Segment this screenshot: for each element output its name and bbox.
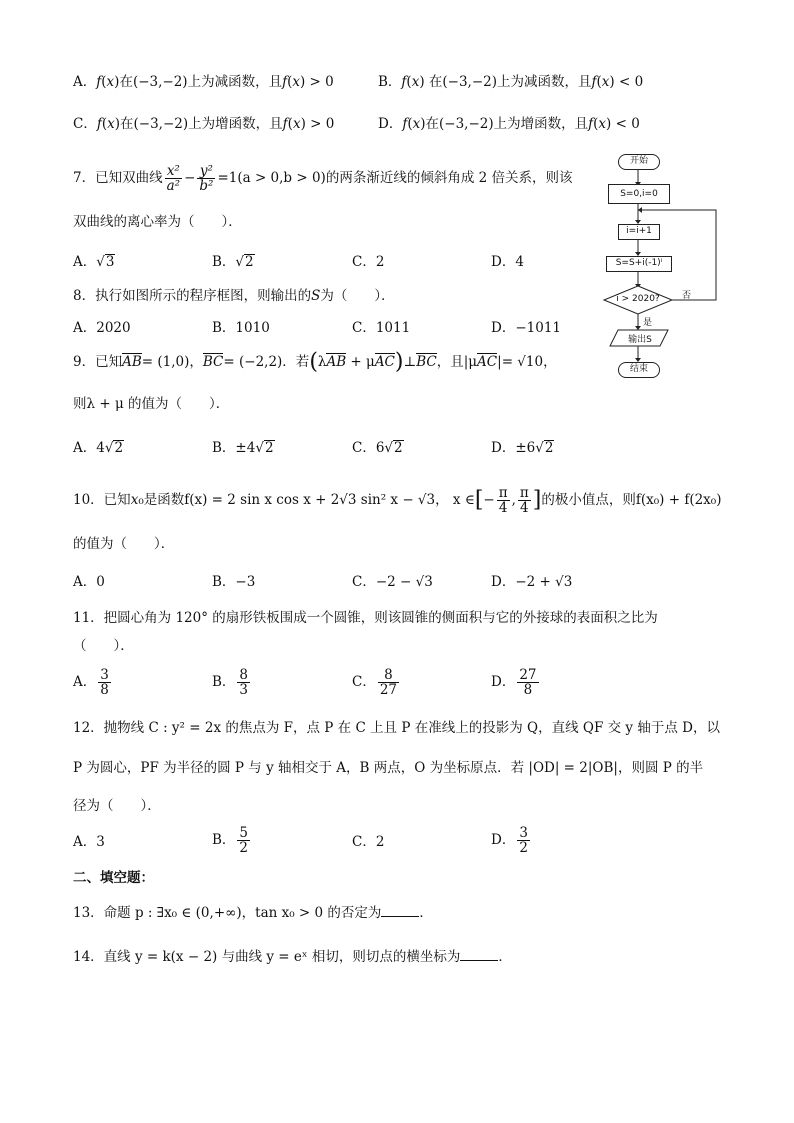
q11-stem: 11．把圆心角为 120° 的扇形铁板围成一个圆锥，则该圆锥的侧面积与它的外接球的表面积之比为 — [73, 610, 658, 626]
q9-option-b: B．±4√2 — [212, 440, 274, 456]
q10-option-d: D．−2 + √3 — [491, 574, 573, 590]
q12-option-d: D． $\frac{3}{2}$ — [491, 825, 528, 856]
flowchart-increment: i=i+1 — [618, 224, 660, 240]
q6-option-c: C．f(x)在(−3,−2)上为增函数，且f(x) > 0 — [73, 116, 335, 132]
flowchart-end: 结束 — [618, 362, 660, 378]
q7-stem-line2: 双曲线的离心率为（ ）． — [73, 214, 242, 230]
q13-stem: 13．命题 p : ∃x₀ ∈ (0,+∞)，tan x₀ > 0 的否定为 ． — [73, 902, 433, 923]
q10-option-b: B．−3 — [212, 574, 256, 590]
q8-option-c: C．1011 — [352, 320, 411, 336]
q12-option-b: B． $\frac{5}{2}$ — [212, 825, 249, 856]
q10-stem: 10．已知x₀是函数f(x) = 2 sin x cos x + 2√3 sin² x − √3， x ∈[− $\frac{\pi}{4}$ , $\frac{\pi}{4}$ ]的极小值点，则f(x₀) + f(2x₀) — [73, 485, 722, 516]
q11-stem-line2: （ ）． — [73, 638, 134, 654]
q12-stem: 12．抛物线 C : y² = 2x 的焦点为 F，点 P 在 C 上且 P 在准线上的投影为 Q，直线 QF 交 y 轴于点 D，以 — [73, 720, 720, 736]
flowchart-update: S=S+i(-1)ⁱ — [606, 256, 672, 272]
q8-option-b: B．1010 — [212, 320, 270, 336]
q7-option-c: C．2 — [352, 254, 385, 270]
q6-option-b: B．f(x) 在(−3,−2)上为减函数，且f(x) < 0 — [378, 74, 644, 90]
flowchart-start: 开始 — [618, 154, 660, 170]
q10-stem-line2: 的值为（ ）． — [73, 536, 175, 552]
q7-option-b: B．√2 — [212, 254, 254, 270]
q8-option-a: A．2020 — [73, 320, 131, 336]
program-flowchart — [590, 148, 730, 388]
q12-stem-line3: 径为（ ）． — [73, 798, 161, 814]
flowchart-output: 输出S — [628, 335, 652, 345]
q12-stem-line2: P 为圆心，PF 为半径的圆 P 与 y 轴相交于 A，B 两点，O 为坐标原点．若 |OD| = 2|OB|，则圆 P 的半 — [73, 760, 704, 776]
q8-option-d: D．−1011 — [491, 320, 561, 336]
flowchart-no-label: 否 — [682, 291, 692, 301]
q12-option-a: A．3 — [73, 834, 105, 850]
section-heading: 二、填空题： — [73, 870, 154, 886]
q7-stem: 7．已知双曲线 $\frac{\text{x²}}{\text{a²}}$ − $\frac{\text{y²}}{\text{b²}}$ =1(a > 0,b > 0)的两条渐近线的倾斜角成 2 倍关系，则该 — [73, 163, 573, 194]
flowchart-init: S=0,i=0 — [608, 184, 670, 204]
q11-option-a: A． $\frac{3}{8}$ — [73, 667, 109, 698]
q9-stem: 9．已知AB= (1,0)，BC= (−2,2)．若(λAB + μAC)⊥BC，且|μAC|= √10， — [73, 349, 557, 375]
q11-option-b: B． $\frac{8}{3}$ — [212, 667, 249, 698]
q14-answer-blank[interactable] — [460, 946, 498, 961]
q6-option-a: A．f(x)在(−3,−2)上为减函数，且f(x) > 0 — [73, 74, 334, 90]
flowchart-condition: i > 2020? — [616, 294, 660, 304]
q11-option-d: D． $\frac{27}{8}$ — [491, 667, 537, 698]
q7-option-a: A．√3 — [73, 254, 115, 270]
q10-option-a: A．0 — [73, 574, 105, 590]
q14-stem: 14．直线 y = k(x − 2) 与曲线 y = eˣ 相切，则切点的横坐标为 ． — [73, 946, 512, 967]
q6-option-d: D．f(x)在(−3,−2)上为增函数，且f(x) < 0 — [378, 116, 640, 132]
q10-option-c: C．−2 − √3 — [352, 574, 433, 590]
q11-option-c: C． $\frac{8}{27}$ — [352, 667, 398, 698]
q9-option-d: D．±6√2 — [491, 440, 554, 456]
q13-answer-blank[interactable] — [381, 902, 419, 917]
q12-option-c: C．2 — [352, 834, 385, 850]
q9-stem-line2: 则λ + μ 的值为（ ）． — [73, 396, 230, 412]
q9-option-a: A．4√2 — [73, 440, 124, 456]
q7-option-d: D．4 — [491, 254, 524, 270]
q8-stem: 8．执行如图所示的程序框图，则输出的S为（ ）． — [73, 288, 395, 304]
flowchart-yes-label: 是 — [643, 318, 653, 328]
q9-option-c: C．6√2 — [352, 440, 403, 456]
